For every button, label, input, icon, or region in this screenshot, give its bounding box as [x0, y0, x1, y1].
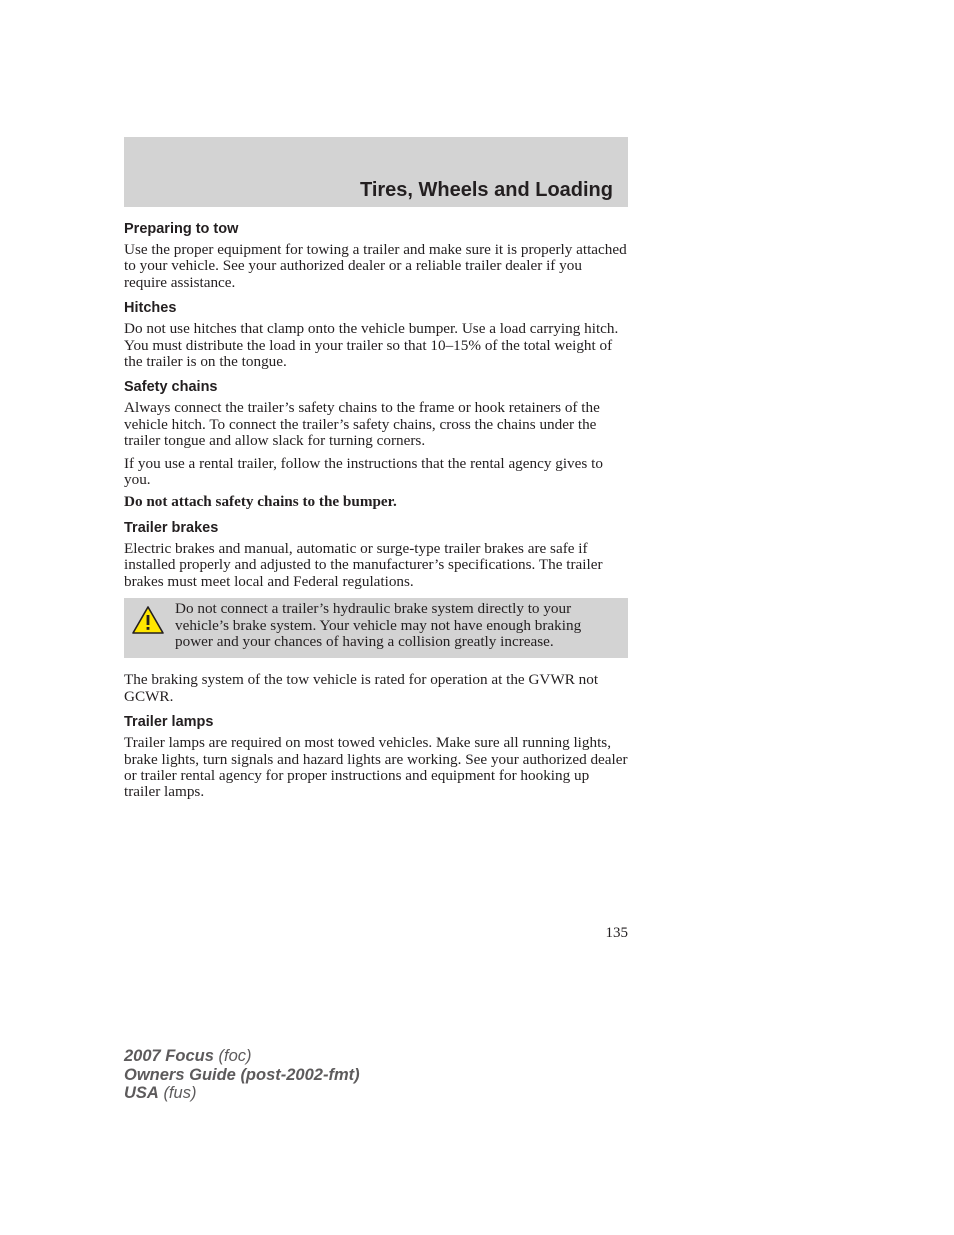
heading-trailer-lamps: Trailer lamps	[124, 714, 214, 731]
warning-triangle-icon	[131, 605, 165, 635]
bold-caution-text: Do not attach safety chains to the bumper.	[124, 493, 397, 511]
paragraph: Electric brakes and manual, automatic or surge-type trailer brakes are safe if installed properly and adjusted to the manufacturer’s specifications. The trailer brakes must meet local and Federal regulations.	[124, 539, 603, 590]
paragraph: If you use a rental trailer, follow the instructions that the rental agency gives to you.	[124, 454, 603, 489]
section-safety-chains	[124, 378, 628, 510]
section-trailer-brakes	[124, 519, 628, 705]
section-preparing-to-tow	[124, 220, 628, 291]
heading-trailer-brakes: Trailer brakes	[124, 519, 219, 536]
warning-text: Do not connect a trailer’s hydraulic brake system directly to your vehicle’s brake system. Your vehicle may not have enough braking power and your chances of having a collision greatly increase.	[175, 600, 582, 650]
footer-market: USA	[124, 1084, 159, 1102]
document-footer	[124, 1047, 360, 1103]
footer-guide: Owners Guide (post-2002-fmt)	[124, 1065, 360, 1084]
paragraph: Always connect the trailer’s safety chains to the frame or hook retainers of the vehicle hitch. To connect the trailer’s safety chains, cross the chains under the trailer tongue and allow slack for turning corners.	[124, 399, 600, 450]
footer-model-code: (foc)	[218, 1047, 252, 1065]
warning-box	[124, 598, 628, 658]
footer-model: 2007 Focus	[124, 1047, 214, 1065]
paragraph: Do not use hitches that clamp onto the vehicle bumper. Use a load carrying hitch. You must distribute the load in your trailer so that 10–15% of the total weight of the trailer is on the tongue.	[124, 320, 619, 371]
footer-market-code: (fus)	[163, 1084, 197, 1102]
heading-preparing-to-tow: Preparing to tow	[124, 221, 239, 237]
page-number: 135	[605, 925, 628, 941]
section-header-band	[124, 137, 628, 207]
section-hitches	[124, 299, 628, 370]
paragraph: Trailer lamps are required on most towed vehicles. Make sure all running lights, brake lights, turn signals and hazard lights are working. See your authorized dealer or trailer rental agency for proper instructions and equipment for hooking up trailer lamps.	[124, 734, 628, 801]
heading-hitches: Hitches	[124, 300, 177, 317]
section-trailer-lamps	[124, 713, 628, 801]
section-title: Tires, Wheels and Loading	[359, 179, 613, 201]
paragraph: Use the proper equipment for towing a trailer and make sure it is properly attached to your vehicle. See your authorized dealer or a reliable trailer dealer if you require assistance.	[124, 241, 627, 291]
heading-safety-chains: Safety chains	[124, 379, 218, 396]
paragraph: The braking system of the tow vehicle is rated for operation at the GVWR not GCWR.	[124, 671, 599, 705]
page-content	[124, 220, 628, 807]
